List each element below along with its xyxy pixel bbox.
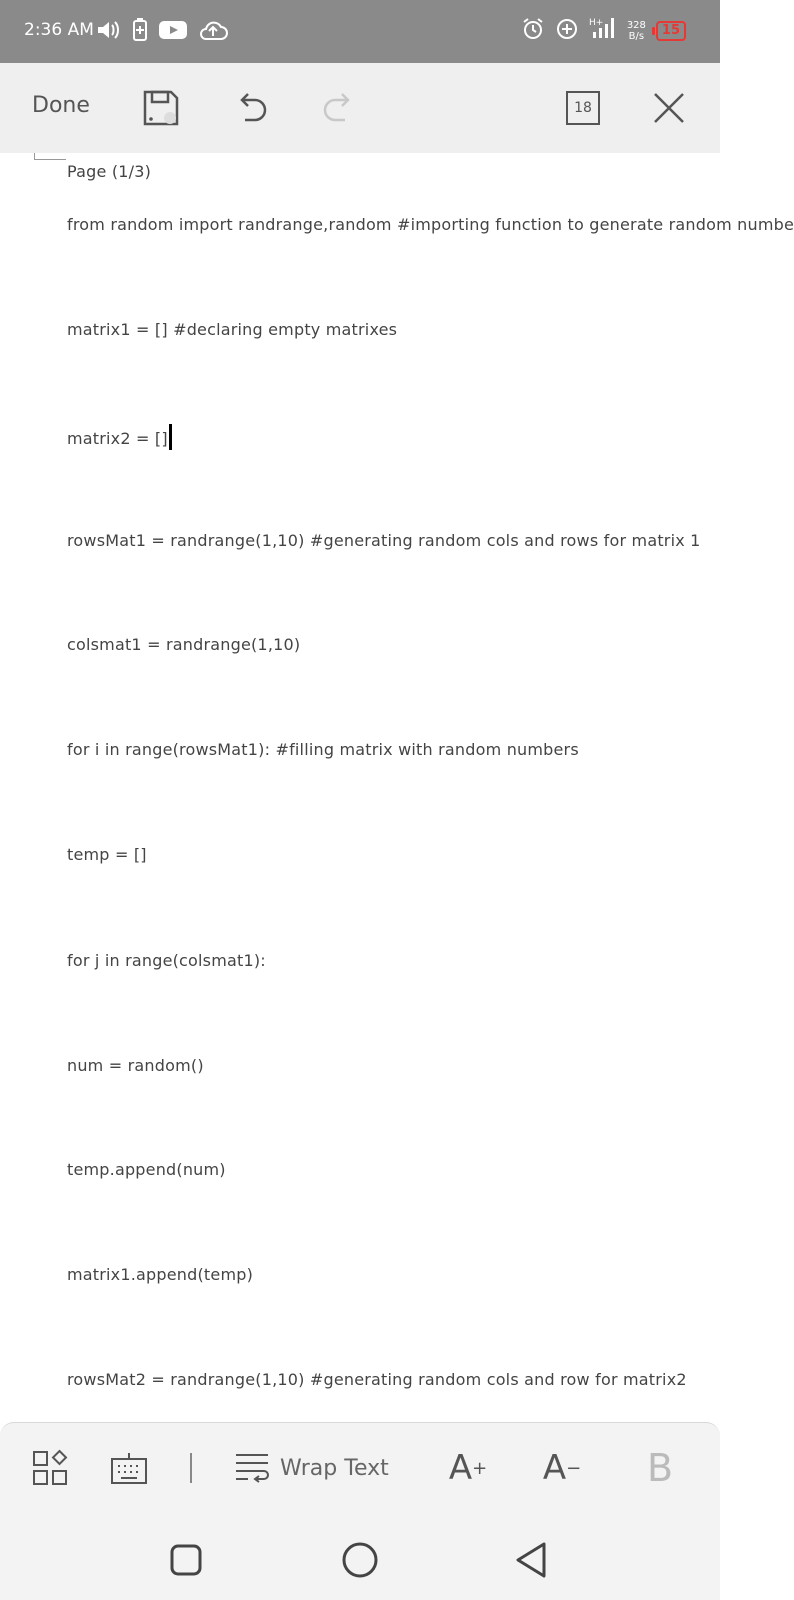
bold-button[interactable]: B bbox=[646, 1446, 674, 1490]
wrap-text-label: Wrap Text bbox=[280, 1455, 389, 1481]
navigation-bar bbox=[0, 1520, 720, 1600]
network-speed bbox=[627, 20, 646, 42]
decrease-font-button[interactable] bbox=[540, 1445, 584, 1491]
plus-icon: + bbox=[472, 1457, 488, 1479]
increase-font-button[interactable] bbox=[446, 1445, 490, 1491]
recent-apps-icon[interactable] bbox=[164, 1538, 208, 1582]
document-area[interactable] bbox=[0, 153, 794, 1423]
page-header: Page (1/3) bbox=[67, 162, 152, 181]
status-time: 2:36 AM bbox=[24, 20, 94, 40]
save-icon[interactable] bbox=[138, 85, 184, 131]
keyboard-icon[interactable] bbox=[108, 1445, 150, 1491]
status-bar bbox=[0, 0, 720, 63]
code-line: for j in range(colsmat1): bbox=[67, 951, 266, 970]
signal-icon bbox=[589, 16, 617, 46]
status-left-icons bbox=[96, 18, 228, 46]
volume-icon bbox=[96, 19, 122, 45]
alarm-icon bbox=[521, 17, 545, 45]
code-line: from random import randrange,random #importing function to generate random numbe bbox=[67, 215, 794, 234]
code-line: temp = [] bbox=[67, 845, 147, 864]
page-count-icon[interactable] bbox=[560, 85, 606, 131]
code-line: rowsMat2 = randrange(1,10) #generating random cols and row for matrix2 bbox=[67, 1370, 687, 1389]
code-line: num = random() bbox=[67, 1056, 204, 1075]
network-speed-unit: B/s bbox=[628, 31, 645, 42]
code-line: colsmat1 = randrange(1,10) bbox=[67, 635, 301, 654]
editor-toolbar bbox=[0, 63, 720, 153]
done-button[interactable]: Done bbox=[32, 93, 90, 118]
battery-icon: 15 bbox=[656, 21, 686, 41]
undo-icon[interactable] bbox=[228, 85, 274, 131]
decrease-font-label: A bbox=[542, 1448, 567, 1488]
toolbar-divider bbox=[190, 1445, 192, 1491]
network-speed-value: 328 bbox=[626, 20, 646, 31]
text-cursor bbox=[169, 424, 172, 450]
status-right-icons bbox=[521, 16, 686, 46]
apps-grid-icon[interactable] bbox=[30, 1445, 70, 1491]
cloud-upload-icon bbox=[198, 18, 228, 46]
code-line: matrix1 = [] #declaring empty matrixes bbox=[67, 320, 398, 339]
wrap-text-icon bbox=[234, 1451, 270, 1485]
format-bar bbox=[0, 1422, 720, 1520]
home-icon[interactable] bbox=[338, 1538, 382, 1582]
code-line-text: matrix2 = [] bbox=[67, 429, 168, 448]
data-saver-icon bbox=[555, 17, 579, 45]
youtube-icon bbox=[158, 19, 188, 45]
wrap-text-button[interactable] bbox=[234, 1445, 394, 1491]
increase-font-label: A bbox=[448, 1448, 473, 1488]
code-line: rowsMat1 = randrange(1,10) #generating random cols and rows for matrix 1 bbox=[67, 531, 701, 550]
code-line: for i in range(rowsMat1): #filling matrix with random numbers bbox=[67, 740, 579, 759]
code-line-with-cursor bbox=[67, 424, 172, 450]
minus-icon: − bbox=[566, 1457, 582, 1479]
svg-text:H+: H+ bbox=[588, 18, 604, 28]
battery-saver-icon bbox=[132, 18, 148, 46]
page-count-label: 18 bbox=[574, 100, 592, 116]
redo-icon[interactable] bbox=[316, 85, 362, 131]
code-line: temp.append(num) bbox=[67, 1160, 226, 1179]
back-icon[interactable] bbox=[510, 1538, 554, 1582]
code-line: matrix1.append(temp) bbox=[67, 1265, 254, 1284]
close-icon[interactable] bbox=[646, 85, 692, 131]
page-corner-mark bbox=[34, 153, 66, 160]
